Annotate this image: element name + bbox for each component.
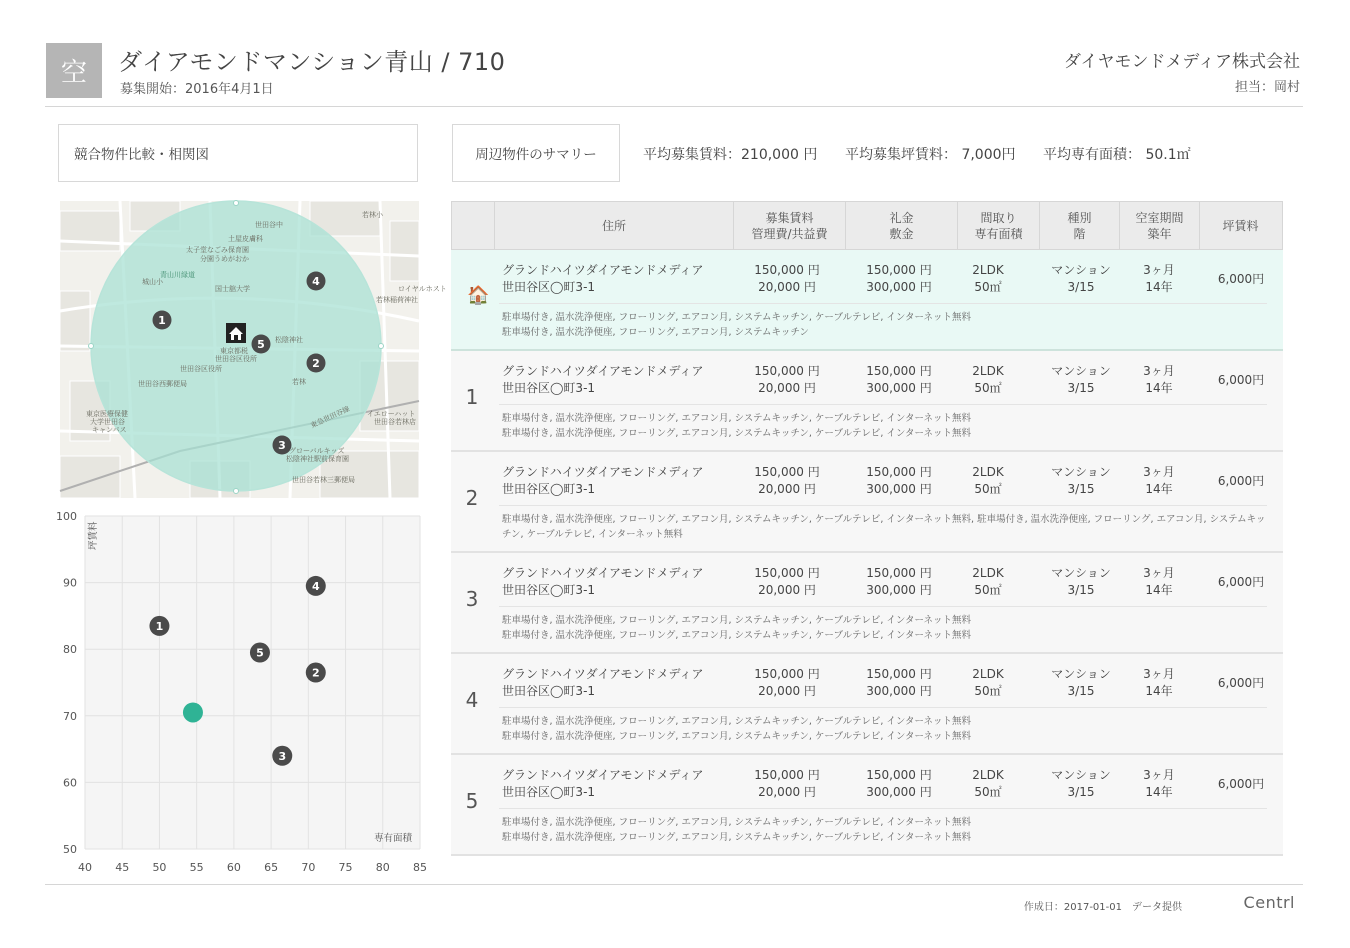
vacancy-cell [1109,464,1209,497]
header-index-cell [452,202,494,249]
layout-cell [938,666,1038,699]
scatter-point-label: 2 [311,666,320,680]
x-axis-label: 専有面積 [373,833,412,844]
property-address [502,565,703,598]
table-header [451,201,1283,250]
svg-text:世田谷区役所: 世田谷区役所 [180,366,222,373]
x-tick-label: 60 [226,861,241,874]
plot-area [85,516,420,849]
rent-cell [737,262,837,295]
y-tick-label: 100 [56,510,77,523]
vacancy-cell-primary: 3ヶ月 [1143,263,1175,277]
deposit-cell [849,565,949,598]
layout-cell-secondary: 50㎡ [974,683,1002,698]
column-header-label: 敷金 [889,226,914,241]
address-text: 世田谷区◯町3-1 [502,683,596,698]
property-name: グランドハイツダイアモンドメディア [502,566,704,580]
layout-cell-secondary: 50㎡ [974,481,1002,496]
svg-text:ロイヤルホスト: ロイヤルホスト [398,286,447,293]
row-separator [499,606,1267,607]
property-address [502,464,703,497]
footer-divider [45,884,1303,885]
header-divider [45,106,1303,107]
vacancy-cell-primary: 3ヶ月 [1143,768,1175,782]
vacancy-cell [1109,565,1209,598]
vacancy-badge: 空 [46,43,102,98]
vacancy-cell-primary: 3ヶ月 [1143,566,1175,580]
svg-text:国士舘大学: 国士舘大学 [215,286,250,293]
layout-cell [938,363,1038,396]
vacancy-cell-secondary: 14年 [1145,582,1173,597]
rent-cell [737,666,837,699]
layout-cell-primary: 2LDK [972,566,1004,580]
layout-cell [938,767,1038,800]
scatter-point-label: 1 [155,619,164,633]
scatter-point-label: 4 [311,579,320,593]
svg-text:5: 5 [257,338,265,351]
type-cell-secondary: 3/15 [1067,481,1095,496]
x-tick-label: 55 [189,861,204,874]
vacancy-cell-primary: 3ヶ月 [1143,364,1175,378]
map-pin-5 [252,335,271,354]
property-name: グランドハイツダイアモンドメディア [502,768,704,782]
layout-cell-secondary: 50㎡ [974,784,1002,799]
svg-text:青山川緑道: 青山川緑道 [160,272,195,279]
row-number: 4 [465,688,479,712]
vacancy-cell-secondary: 14年 [1145,683,1173,698]
property-name: グランドハイツダイアモンドメディア [502,667,704,681]
address-text: 世田谷区◯町3-1 [502,481,596,496]
vacancy-cell [1109,363,1209,396]
x-tick-label: 50 [152,861,167,874]
scatter-point-label: 5 [256,646,264,660]
vacancy-cell [1109,767,1209,800]
svg-text:太子堂なごみ保育園: 太子堂なごみ保育園 [186,247,249,254]
vacancy-cell-secondary: 14年 [1145,481,1173,496]
rent-cell-primary: 150,000 円 [754,465,820,479]
x-tick-label: 80 [375,861,390,874]
vacancy-cell-secondary: 14年 [1145,380,1173,395]
deposit-cell [849,767,949,800]
svg-text:若林: 若林 [292,379,306,386]
map-pin-4 [307,272,326,291]
tsubo-rent-cell: 6,000円 [1217,777,1265,791]
type-cell-secondary: 3/15 [1067,784,1095,799]
svg-text:世田谷区役所: 世田谷区役所 [215,356,257,363]
row-separator [499,505,1267,506]
layout-cell [938,262,1038,295]
contact-person: 担当：岡村 [1234,80,1300,95]
layout-cell-primary: 2LDK [972,364,1004,378]
property-address [502,767,703,800]
table-row[interactable] [451,755,1283,856]
table-row[interactable] [451,553,1283,654]
tsubo-rent-cell: 6,000円 [1217,474,1265,488]
row-separator [499,404,1267,405]
svg-text:グローバルキッズ: グローバルキッズ [289,448,345,455]
rent-cell [737,565,837,598]
svg-text:3: 3 [278,439,286,452]
table-row[interactable] [451,452,1283,553]
y-tick-label: 50 [63,843,77,856]
footer-created-date: 作成日：2017-01-01 データ提供 [1023,902,1182,913]
deposit-cell-primary: 150,000 円 [866,566,932,580]
rent-cell-primary: 150,000 円 [754,667,820,681]
y-tick-label: 60 [63,776,77,790]
layout-cell [938,565,1038,598]
avg-rent-per-tsubo: 平均募集坪賃料： 7,000円 [845,147,1016,163]
vacancy-cell [1109,666,1209,699]
row-number: 1 [465,385,479,409]
rent-cell-secondary: 20,000 円 [758,380,816,395]
column-header[interactable] [733,202,845,249]
rent-cell [737,767,837,800]
type-cell-primary: マンション [1051,667,1111,681]
vacancy-cell-secondary: 14年 [1145,279,1173,294]
deposit-cell-secondary: 300,000 円 [866,683,932,698]
y-tick-label: 80 [63,643,77,657]
svg-text:松陰神社駅前保育園: 松陰神社駅前保育園 [286,456,349,463]
features-text: 駐車場付き, 温水洗浄便座, フローリング, エアコン月, システムキッチン, ケーブルテレビ, インターネット無料 駐車場付き, 温水洗浄便座, フローリング, エアコン月, システムキッチン [502,312,972,338]
x-tick-label: 40 [78,861,92,874]
avg-area: 平均専有面積： 50.1㎡ [1043,147,1191,163]
type-cell-secondary: 3/15 [1067,380,1095,395]
svg-text:1: 1 [158,314,166,327]
deposit-cell-secondary: 300,000 円 [866,784,932,799]
rent-cell-primary: 150,000 円 [754,364,820,378]
tsubo-rent-cell: 6,000円 [1217,676,1265,690]
svg-text:世田谷若林三郵便局: 世田谷若林三郵便局 [292,477,355,484]
column-header-label: 専有面積 [974,226,1023,241]
rent-cell-primary: 150,000 円 [754,566,820,580]
own-property-point [183,702,203,722]
layout-cell-primary: 2LDK [972,667,1004,681]
features-text: 駐車場付き, 温水洗浄便座, フローリング, エアコン月, システムキッチン, ケーブルテレビ, インターネット無料 駐車場付き, 温水洗浄便座, フローリング, エアコン月, システムキッチン, ケーブルテレビ, インターネット無料 [502,413,972,439]
layout-cell-secondary: 50㎡ [974,380,1002,395]
type-cell-primary: マンション [1051,768,1111,782]
row-number: 3 [465,587,479,611]
column-header-label: 坪賃料 [1222,218,1259,233]
svg-text:城山小: 城山小 [142,279,163,286]
address-text: 世田谷区◯町3-1 [502,582,596,597]
deposit-cell-primary: 150,000 円 [866,465,932,479]
svg-text:2: 2 [312,357,320,370]
scatter-point-label: 3 [278,749,287,763]
y-axis-label: 坪賃料 [88,521,99,550]
property-name: グランドハイツダイアモンドメディア [502,465,704,479]
features-text: 駐車場付き, 温水洗浄便座, フローリング, エアコン月, システムキッチン, ケーブルテレビ, インターネット無料, 駐車場付き, 温水洗浄便座, フローリング, エアコン月, システムキッチン, ケーブルテレビ, インターネット無料 [502,514,1266,540]
deposit-cell-secondary: 300,000 円 [866,481,932,496]
column-header[interactable] [1199,202,1281,249]
summary-title: 周辺物件のサマリー [452,124,620,182]
svg-text:若林稲荷神社: 若林稲荷神社 [376,297,418,304]
column-header[interactable] [1119,202,1199,249]
vacancy-cell [1109,262,1209,295]
x-tick-label: 45 [115,861,130,874]
property-address [502,363,703,396]
property-name: グランドハイツダイアモンドメディア [502,263,704,277]
rent-cell-primary: 150,000 円 [754,263,820,277]
deposit-cell-primary: 150,000 円 [866,768,932,782]
layout-cell-primary: 2LDK [972,768,1004,782]
deposit-cell-secondary: 300,000 円 [866,582,932,597]
x-tick-label: 85 [413,861,427,874]
column-header[interactable] [494,202,733,249]
column-header-label: 募集賃料 [765,210,814,225]
tsubo-rent-cell: 6,000円 [1217,272,1265,286]
area-map[interactable] [60,201,447,498]
svg-text:分園うめがおか: 分園うめがおか [200,256,249,263]
tsubo-rent-cell: 6,000円 [1217,575,1265,589]
layout-cell-primary: 2LDK [972,263,1004,277]
x-tick-label: 65 [264,861,279,874]
rent-cell [737,363,837,396]
svg-text:世田谷若林店: 世田谷若林店 [374,419,416,426]
svg-text:世田谷中: 世田谷中 [255,222,283,229]
vacancy-cell-primary: 3ヶ月 [1143,667,1175,681]
column-header-label: 間取り [980,210,1017,225]
svg-text:松陰神社: 松陰神社 [275,337,303,344]
type-cell-secondary: 3/15 [1067,683,1095,698]
rent-cell-secondary: 20,000 円 [758,683,816,698]
column-header-label: 種別 [1067,210,1092,225]
svg-text:東京都税: 東京都税 [220,348,248,355]
svg-text:キャンパス: キャンパス [92,427,127,434]
svg-text:世田谷西郵便局: 世田谷西郵便局 [138,381,187,388]
layout-cell [938,464,1038,497]
deposit-cell-secondary: 300,000 円 [866,380,932,395]
features-text: 駐車場付き, 温水洗浄便座, フローリング, エアコン月, システムキッチン, ケーブルテレビ, インターネット無料 駐車場付き, 温水洗浄便座, フローリング, エアコン月, システムキッチン, ケーブルテレビ, インターネット無料 [502,817,972,843]
column-header[interactable] [845,202,957,249]
layout-cell-secondary: 50㎡ [974,582,1002,597]
deposit-cell [849,464,949,497]
row-separator [499,808,1267,809]
column-header[interactable] [957,202,1039,249]
column-header-label: 管理費/共益費 [751,226,828,241]
table-row-own-property[interactable] [451,250,1283,351]
rent-cell-secondary: 20,000 円 [758,582,816,597]
row-number: 2 [465,486,479,510]
deposit-cell-primary: 150,000 円 [866,364,932,378]
property-name: グランドハイツダイアモンドメディア [502,364,704,378]
comparison-table [451,201,1283,856]
features-text: 駐車場付き, 温水洗浄便座, フローリング, エアコン月, システムキッチン, ケーブルテレビ, インターネット無料 駐車場付き, 温水洗浄便座, フローリング, エアコン月, システムキッチン, ケーブルテレビ, インターネット無料 [502,716,972,742]
column-header-label: 階 [1073,226,1086,241]
table-body [451,250,1283,856]
layout-cell-primary: 2LDK [972,465,1004,479]
page-title: ダイアモンドマンション青山 / 710 [118,48,506,76]
x-tick-label: 70 [301,861,316,874]
svg-text:東急世田谷線: 東急世田谷線 [309,405,351,430]
comparison-panel-title: 競合物件比較・相関図 [58,124,418,182]
type-cell-primary: マンション [1051,465,1111,479]
deposit-cell-secondary: 300,000 円 [866,279,932,294]
home-marker [226,323,246,343]
rent-cell [737,464,837,497]
features-text: 駐車場付き, 温水洗浄便座, フローリング, エアコン月, システムキッチン, ケーブルテレビ, インターネット無料 駐車場付き, 温水洗浄便座, フローリング, エアコン月, システムキッチン, ケーブルテレビ, インターネット無料 [502,615,972,641]
deposit-cell-primary: 150,000 円 [866,667,932,681]
scatter-chart [55,508,425,878]
x-tick-label: 75 [338,861,353,874]
column-header-label: 空室期間 [1135,210,1184,225]
svg-text:イエローハット: イエローハット [367,411,416,418]
table-row[interactable] [451,654,1283,755]
rent-cell-primary: 150,000 円 [754,768,820,782]
y-tick-label: 70 [63,709,77,723]
svg-text:若林小: 若林小 [362,212,383,219]
map-pin-1 [153,311,172,330]
tsubo-rent-cell: 6,000円 [1217,373,1265,387]
y-tick-label: 90 [63,576,77,590]
deposit-cell [849,262,949,295]
column-header-label: 築年 [1147,226,1172,241]
rent-cell-secondary: 20,000 円 [758,481,816,496]
house-icon: 🏠 [467,285,490,306]
column-header-label: 住所 [601,218,626,233]
property-address [502,666,703,699]
svg-text:4: 4 [312,275,320,288]
address-text: 世田谷区◯町3-1 [502,784,596,799]
type-cell-primary: マンション [1051,263,1111,277]
deposit-cell [849,666,949,699]
listing-start-date: 募集開始：2016年4月1日 [120,82,274,97]
column-header-label: 礼金 [889,210,914,225]
map-pin-2 [307,354,326,373]
property-address [502,262,703,295]
deposit-cell [849,363,949,396]
address-text: 世田谷区◯町3-1 [502,279,596,294]
map-pin-3 [273,436,292,455]
avg-rent: 平均募集賃料：210,000 円 [643,147,818,163]
deposit-cell-primary: 150,000 円 [866,263,932,277]
table-row[interactable] [451,351,1283,452]
type-cell-secondary: 3/15 [1067,279,1095,294]
vacancy-cell-primary: 3ヶ月 [1143,465,1175,479]
address-text: 世田谷区◯町3-1 [502,380,596,395]
column-header[interactable] [1039,202,1119,249]
row-separator [499,303,1267,304]
vacancy-cell-secondary: 14年 [1145,784,1173,799]
type-cell-primary: マンション [1051,364,1111,378]
type-cell-secondary: 3/15 [1067,582,1095,597]
svg-text:東京医療保健: 東京医療保健 [86,411,128,418]
layout-cell-secondary: 50㎡ [974,279,1002,294]
type-cell-primary: マンション [1051,566,1111,580]
rent-cell-secondary: 20,000 円 [758,784,816,799]
row-separator [499,707,1267,708]
footer-brand-logo: Centrl [1243,893,1295,912]
company-name: ダイヤモンドメディア株式会社 [1063,52,1300,72]
svg-text:大学世田谷: 大学世田谷 [90,419,125,426]
svg-text:土屋皮膚科: 土屋皮膚科 [228,236,263,243]
row-number: 5 [465,789,479,813]
rent-cell-secondary: 20,000 円 [758,279,816,294]
